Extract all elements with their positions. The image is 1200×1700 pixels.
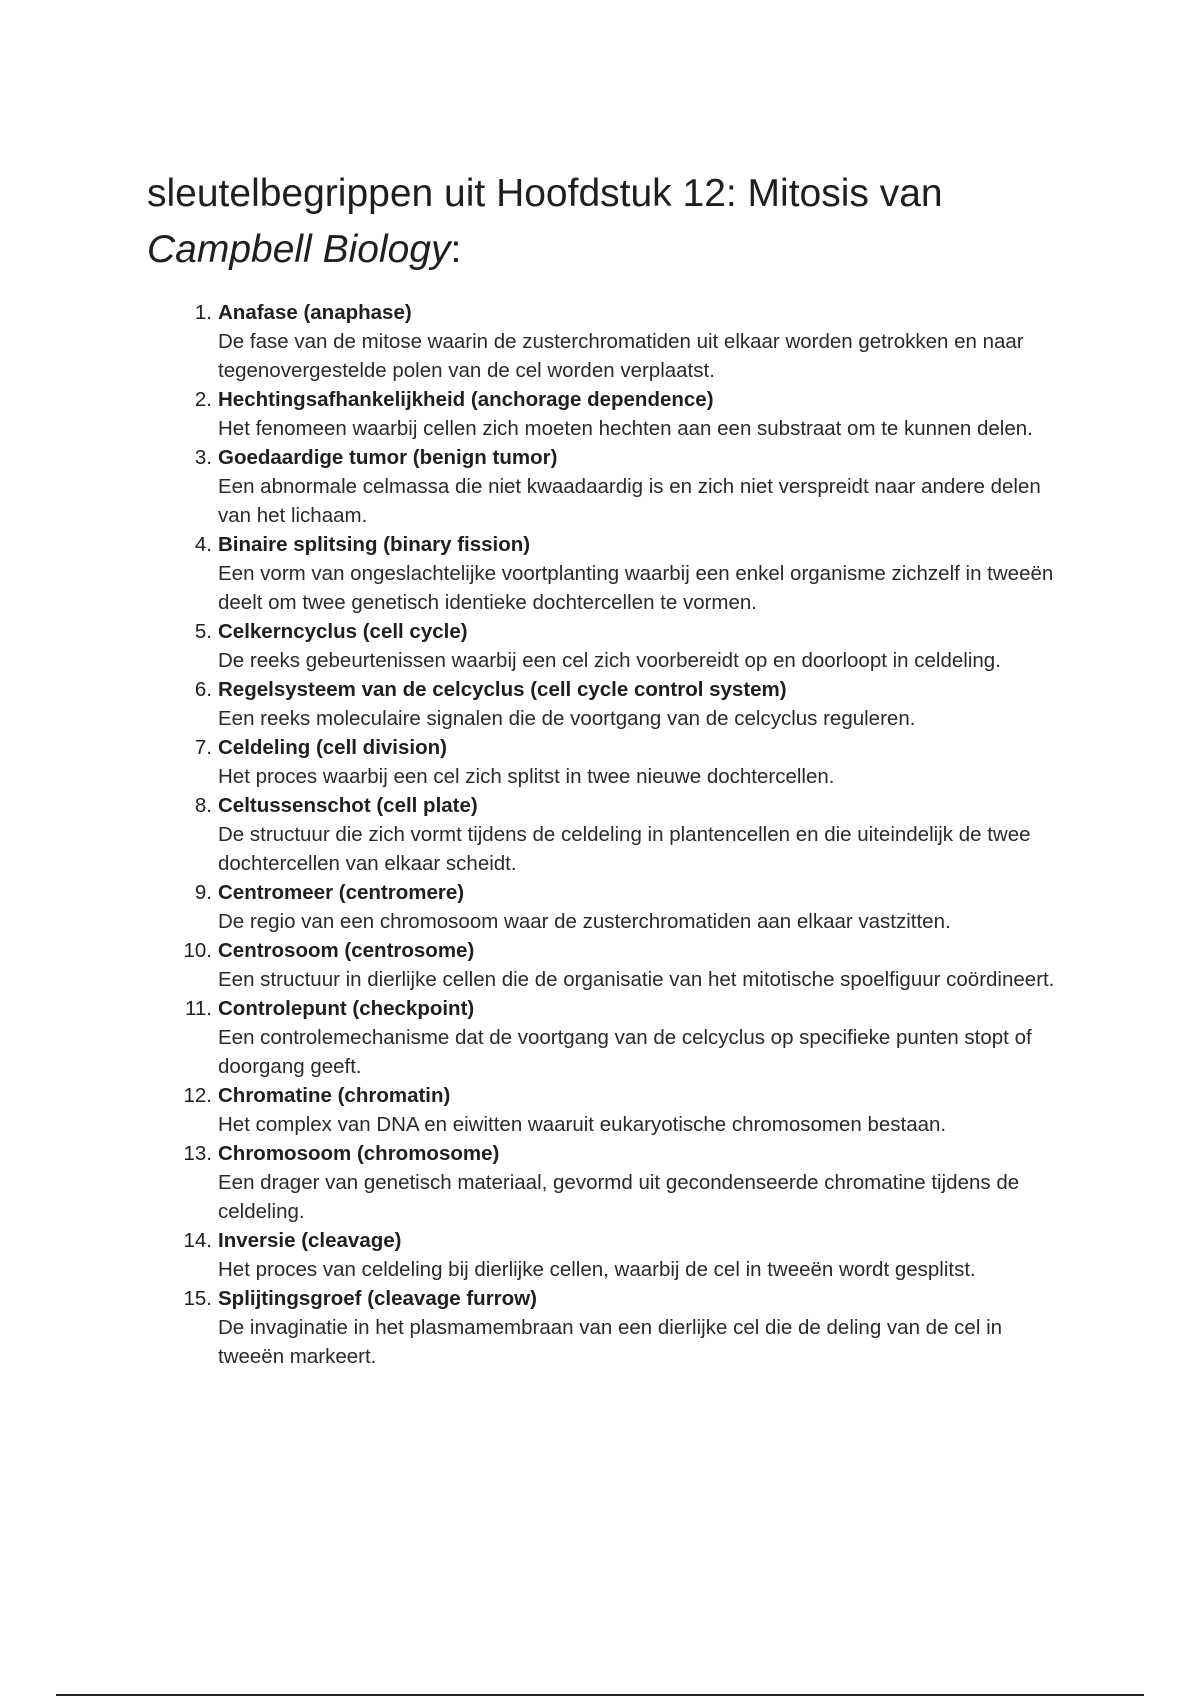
list-item-number: 13. xyxy=(183,1142,212,1165)
list-item xyxy=(0,675,1058,733)
list-item-number: 12. xyxy=(183,1084,212,1107)
list-item xyxy=(0,1226,1058,1284)
title-text: sleutelbegrippen uit Hoofdstuk 12: Mitosis van xyxy=(147,172,943,215)
list-item xyxy=(0,994,1058,1081)
title-italic-book-name: Campbell Biology xyxy=(147,228,451,271)
list-item-number: 3. xyxy=(194,446,212,469)
term-description: De fase van de mitose waarin de zusterchromatiden uit elkaar worden getrokken en naar tegenovergestelde polen van de cel worden verplaatst. xyxy=(218,330,1024,382)
list-item-number: 2. xyxy=(194,388,212,411)
term-title: Hechtingsafhankelijkheid (anchorage dependence) xyxy=(218,388,714,411)
term-description: Het fenomeen waarbij cellen zich moeten hechten aan een substraat om te kunnen delen. xyxy=(218,417,1033,440)
list-item-number: 14. xyxy=(183,1229,212,1252)
list-item xyxy=(0,1081,1058,1139)
list-item xyxy=(0,385,1058,443)
list-item xyxy=(0,733,1058,791)
term-title: Binaire splitsing (binary fission) xyxy=(218,533,531,556)
list-item-number: 5. xyxy=(194,620,212,643)
list-item-number: 6. xyxy=(194,678,212,701)
term-title: Inversie (cleavage) xyxy=(218,1229,402,1252)
list-item-number: 10. xyxy=(183,939,212,962)
term-description: De invaginatie in het plasmamembraan van een dierlijke cel die de deling van de cel in tweeën markeert. xyxy=(218,1316,1003,1368)
list-item xyxy=(0,936,1058,994)
term-title: Centromeer (centromere) xyxy=(218,881,465,904)
term-title: Celtussenschot (cell plate) xyxy=(218,794,478,817)
term-description: Een drager van genetisch materiaal, gevormd uit gecondenseerde chromatine tijdens de celdeling. xyxy=(218,1171,1020,1223)
term-title: Celkerncyclus (cell cycle) xyxy=(218,620,468,643)
term-title: Chromosoom (chromosome) xyxy=(218,1142,500,1165)
term-description: De regio van een chromosoom waar de zusterchromatiden aan elkaar vastzitten. xyxy=(218,910,951,933)
term-description: Het proces van celdeling bij dierlijke cellen, waarbij de cel in tweeën wordt gesplitst. xyxy=(218,1258,976,1281)
term-title: Controlepunt (checkpoint) xyxy=(218,997,475,1020)
list-item xyxy=(0,1284,1058,1371)
title-suffix: : xyxy=(450,228,462,271)
term-description: Een vorm van ongeslachtelijke voortplanting waarbij een enkel organisme zichzelf in tweeën deelt om twee genetisch identieke dochtercellen te vormen. xyxy=(218,562,1054,614)
list-item xyxy=(0,1139,1058,1226)
term-list xyxy=(0,298,1200,1371)
term-description: Een controlemechanisme dat de voortgang van de celcyclus op specifieke punten stopt of doorgang geeft. xyxy=(218,1026,1032,1078)
term-title: Chromatine (chromatin) xyxy=(218,1084,451,1107)
list-item xyxy=(0,791,1058,878)
list-item-number: 1. xyxy=(194,301,212,324)
term-description: Het complex van DNA en eiwitten waaruit eukaryotische chromosomen bestaan. xyxy=(218,1113,947,1136)
term-title: Celdeling (cell division) xyxy=(218,736,447,759)
list-item-number: 9. xyxy=(194,881,212,904)
term-title: Centrosoom (centrosome) xyxy=(218,939,475,962)
list-item-number: 11. xyxy=(185,997,212,1020)
term-description: Het proces waarbij een cel zich splitst in twee nieuwe dochtercellen. xyxy=(218,765,835,788)
list-item xyxy=(0,443,1058,530)
term-description: Een abnormale celmassa die niet kwaadaardig is en zich niet verspreidt naar andere delen van het lichaam. xyxy=(218,475,1041,527)
term-title: Splijtingsgroef (cleavage furrow) xyxy=(218,1287,537,1310)
list-item-number: 15. xyxy=(183,1287,212,1310)
term-description: De reeks gebeurtenissen waarbij een cel zich voorbereidt op en doorloopt in celdeling. xyxy=(218,649,1001,672)
list-item-number: 4. xyxy=(194,533,212,556)
list-item-number: 8. xyxy=(194,794,212,817)
term-description: De structuur die zich vormt tijdens de celdeling in plantencellen en die uiteindelijk de twee dochtercellen van elkaar scheidt. xyxy=(218,823,1031,875)
term-title: Regelsysteem van de celcyclus (cell cycle control system) xyxy=(218,678,787,701)
list-item xyxy=(0,298,1058,385)
list-item-number: 7. xyxy=(194,736,212,759)
term-title: Goedaardige tumor (benign tumor) xyxy=(218,446,558,469)
list-item xyxy=(0,530,1058,617)
term-description: Een structuur in dierlijke cellen die de organisatie van het mitotische spoelfiguur coördineert. xyxy=(218,968,1055,991)
page-title xyxy=(147,166,1107,278)
term-description: Een reeks moleculaire signalen die de voortgang van de celcyclus reguleren. xyxy=(218,707,916,730)
list-item xyxy=(0,617,1058,675)
footer-divider xyxy=(56,1694,1144,1696)
term-title: Anafase (anaphase) xyxy=(218,301,412,324)
list-item xyxy=(0,878,1058,936)
